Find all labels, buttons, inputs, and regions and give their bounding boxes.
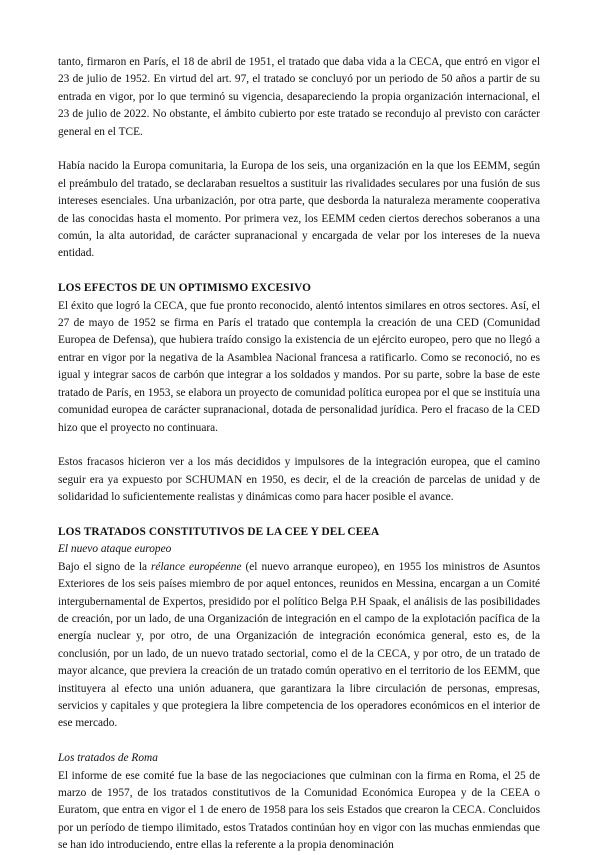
paragraph-fracasos: Estos fracasos hicieron ver a los más decididos y impulsores de la integración europea, que el camino seguir era ya expuesto por SCHUMAN en 1950, es decir, el de la creación de parcelas de unidad y de solidaridad lo suficientemente realistas y dinámicas como para hacer posible el avance. — [58, 456, 540, 504]
paragraph-messina-italic: rélance européenne — [151, 560, 242, 573]
paragraph-ceca-signing: tanto, firmaron en París, el 18 de abril de 1951, el tratado que daba vida a la CECA, que entró en vigor el 23 de julio de 1952. En virtud del art. 97, el tratado se concluyó por un periodo de 50 años a partir de su entrada en vigor, por lo que terminó su vigencia, desapareciendo la propia organización internacional, el 23 de julio de 2022. No obstante, el ámbito cubierto por este tratado se recondujo al previsto con carácter general en el TCE. — [58, 56, 540, 138]
subheading-tratados-roma: Los tratados de Roma — [58, 752, 158, 765]
section-heading-tratados: LOS TRATADOS CONSTITUTIVOS DE LA CEE Y DEL CEEA — [58, 525, 380, 538]
paragraph-messina — [58, 559, 540, 733]
paragraph-messina-rest: (el nuevo arranque europeo), en 1955 los ministros de Asuntos Exteriores de los seis países miembro de por aquel entonces, reunidos en Messina, encargan a un Comité intergubernamental de Expertos, presidido por el político Belga P.H Spaak, el análisis de las posibilidades de creación, por un lado, de una Organización de integración en el campo de la explotación pacífica de la energía nuclear y, por otro, de una Organización de integración económica general, esto es, de la conclusión, por un lado, de un nuevo tratado sectorial, como el de la CECA, y por otro, de un tratado de mayor alcance, que previera la creación de un tratado común operativo en el territorio de los EEMM, que instituyera al efecto una unión aduanera, que garantizara la libre circulación de personas, empresas, servicios y capitales y que protegiera la libre competencia de los operadores económicos en el interior de ese mercado. — [58, 560, 540, 730]
subheading-nuevo-ataque: El nuevo ataque europeo — [58, 543, 172, 556]
paragraph-ced: El éxito que logró la CECA, que fue pronto reconocido, alentó intentos similares en otros sectores. Así, el 27 de mayo de 1952 se firma en París el tratado que contempla la creación de una CED (Comunidad Europea de Defensa), que hubiera traído consigo la existencia de un ejército europeo, pero que no llegó a entrar en vigor por la negativa de la Asamblea Nacional francesa a ratificarlo. Como se reconoció, no es igual y integrar sacos de carbón que integrar a los soldados y mandos. Por su parte, sobre la base de este tratado de París, en 1953, se elabora un proyecto de comunidad política europea por el que se instituía una comunidad europea de carácter supranacional, dotada de personalidad jurídica. Pero el fracaso de la CED hizo que el proyecto no continuara. — [58, 299, 540, 434]
paragraph-messina-start: Bajo el signo de la — [58, 560, 152, 573]
section-heading-optimismo: LOS EFECTOS DE UN OPTIMISMO EXCESIVO — [58, 282, 312, 295]
paragraph-roma: El informe de ese comité fue la base de las negociaciones que culminan con la firma en Roma, el 25 de marzo de 1957, de los tratados constitutivos de la Comunidad Económica Europea y de la CEEA o Euratom, que entra en vigor el 1 de enero de 1958 para los seis Estados que crearon la CECA. Concluidos por un período de tiempo ilimitado, estos Tratados continúan hoy en vigor con las muchas enmiendas que se han ido introduciendo, entre ellas la referente a la propia denominación — [58, 769, 540, 852]
paragraph-europa-comunitaria: Había nacido la Europa comunitaria, la Europa de los seis, una organización en la que los EEMM, según el preámbulo del tratado, se declaraban resueltos a sustituir las rivalidades seculares por una fusión de sus intereses esenciales. Una urbanización, por otra parte, que desborda la naturaleza meramente cooperativa de las conocidas hasta el momento. Por primera vez, los EEMM ceden ciertos derechos soberanos a una común, la alta autoridad, de carácter supranacional y encargada de velar por los intereses de la nueva entidad. — [58, 160, 540, 260]
